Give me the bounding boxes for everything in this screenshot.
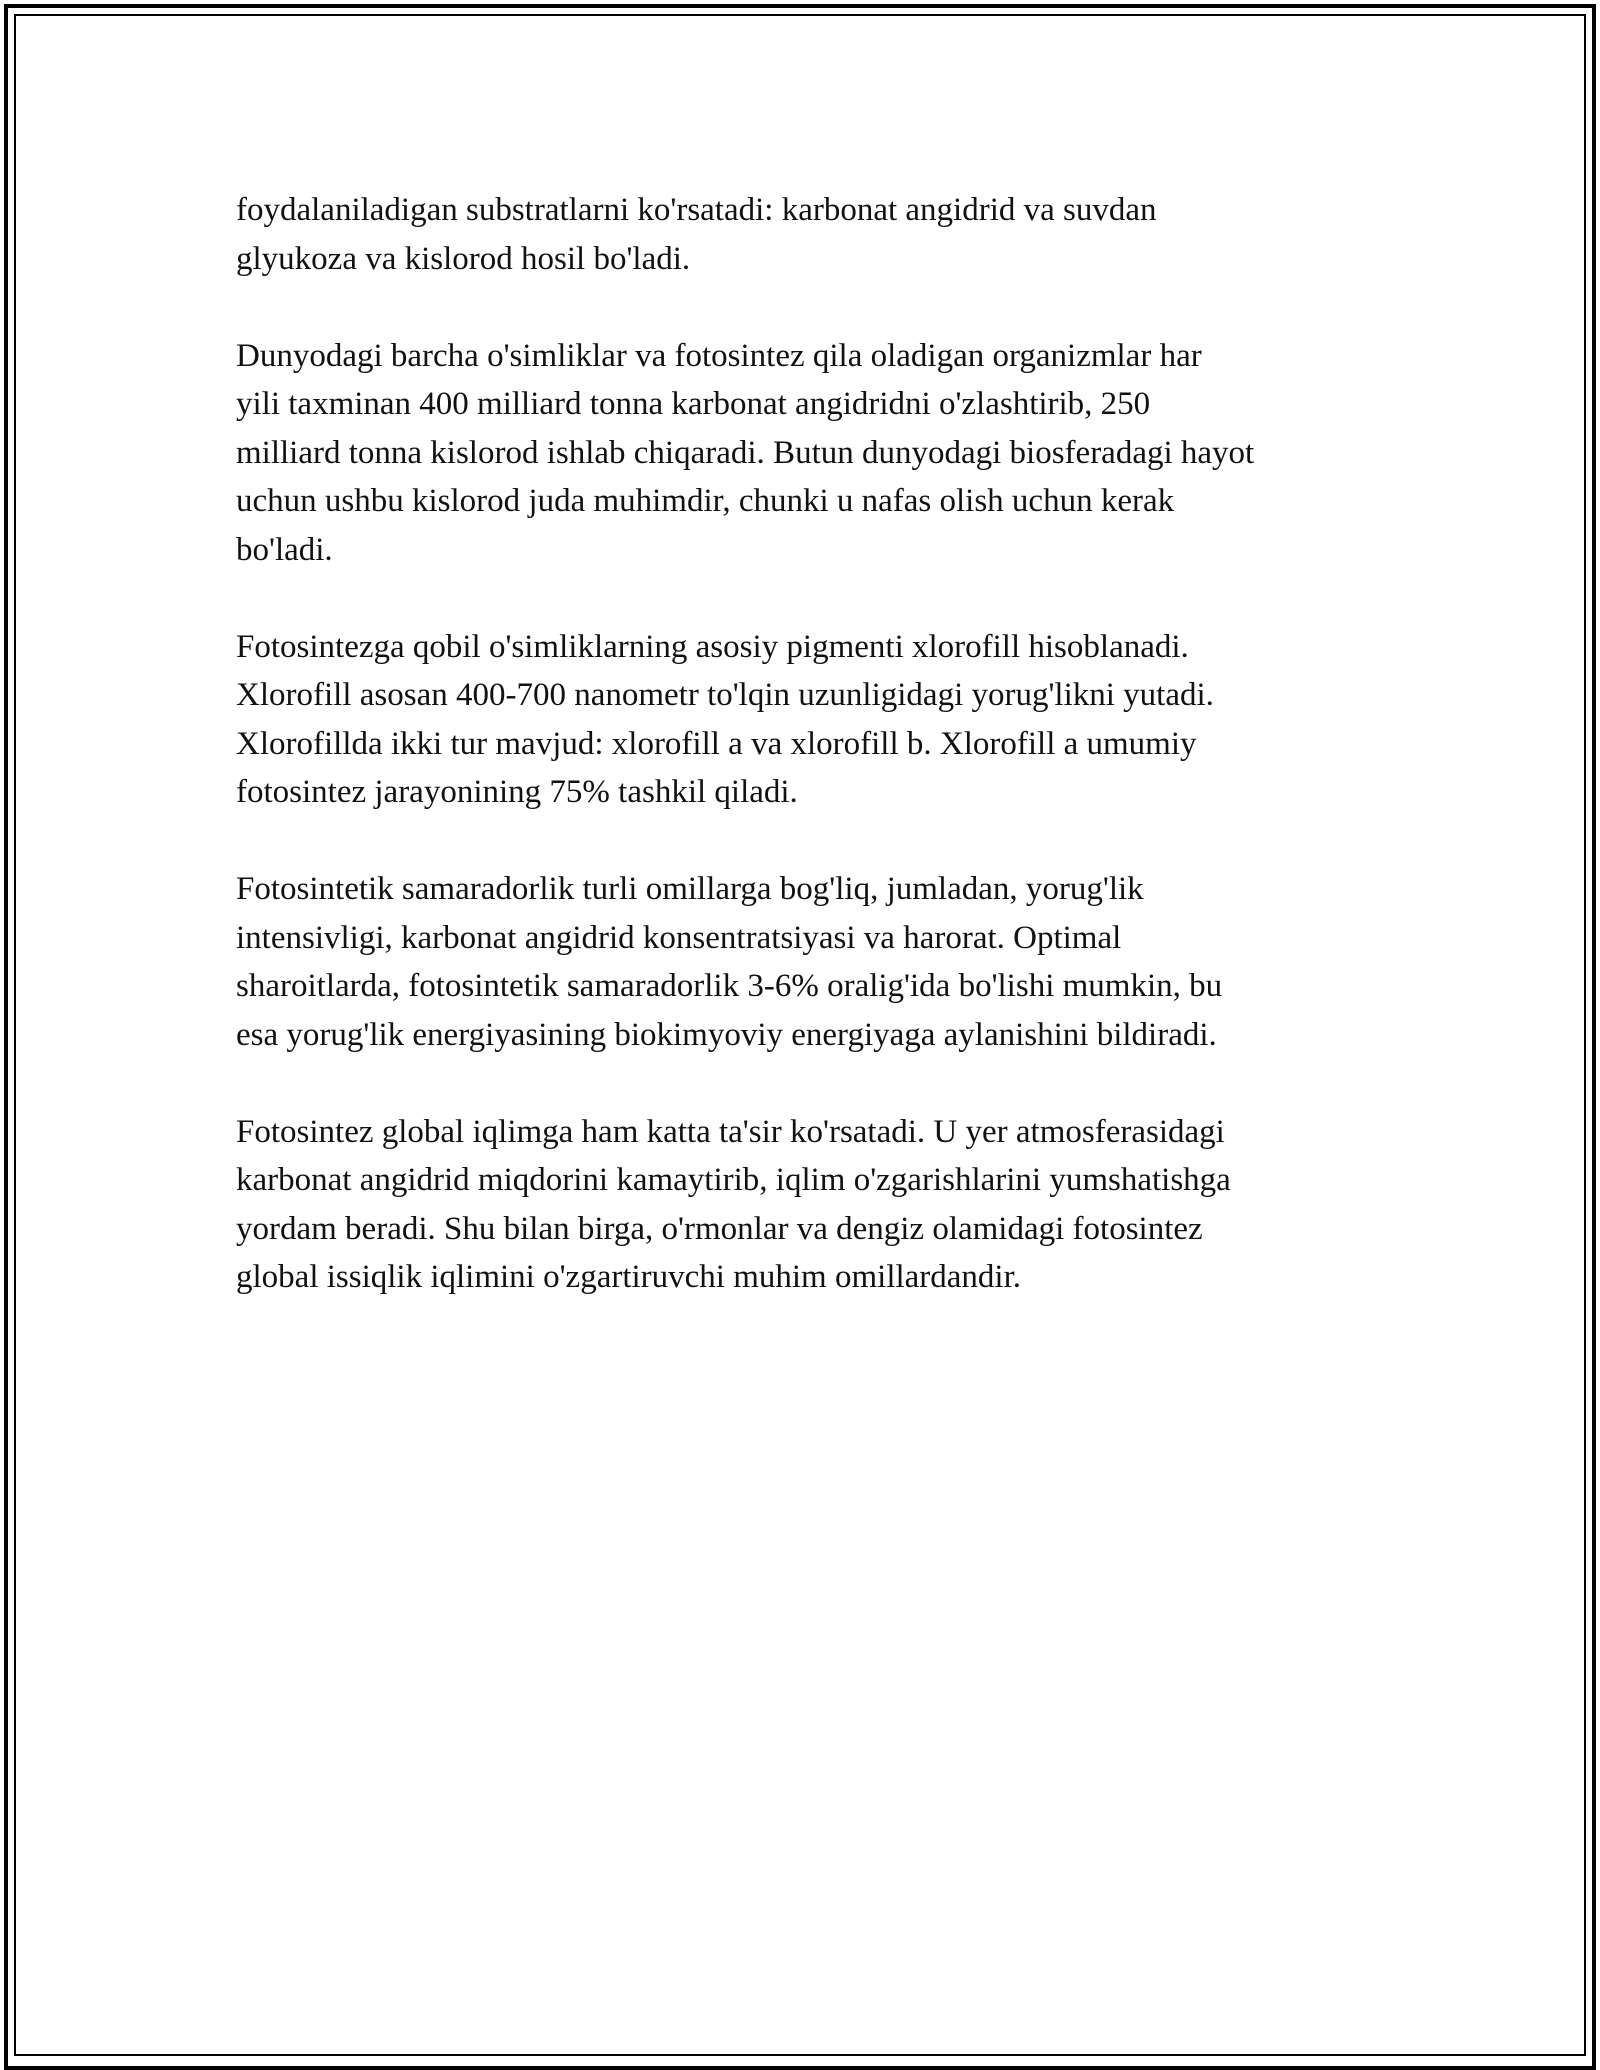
paragraph-3: Fotosintezga qobil o'simliklarning asosiy pigmenti xlorofill hisoblanadi. Xlorofill asosan 400-700 nanometr to'lqin uzunligidagi yorug'likni yutadi. Xlorofillda ikki tur mavjud: xlorofill a va xlorofill b. Xlorofill a umumiy fotosintez jarayonining 75% tashkil qiladi. [236, 628, 1214, 810]
document-body [236, 186, 1386, 1350]
paragraph-4: Fotosintetik samaradorlik turli omillarga bog'liq, jumladan, yorug'lik intensivligi, karbonat angidrid konsentratsiyasi va harorat. Optimal sharoitlarda, fotosintetik samaradorlik 3-6% oralig'ida bo'lishi mumkin, bu esa yorug'lik energiyasining biokimyoviy energiyaga aylanishini bildiradi. [236, 871, 1223, 1053]
paragraph-5: Fotosintez global iqlimga ham katta ta'sir ko'rsatadi. U yer atmosferasidagi karbonat angidrid miqdorini kamaytirib, iqlim o'zgarishlarini yumshatishga yordam beradi. Shu bilan birga, o'rmonlar va dengiz olamidagi fotosintez global issiqlik iqlimini o'zgartiruvchi muhim omillardandir. [236, 1113, 1231, 1295]
paragraph-2: Dunyodagi barcha o'simliklar va fotosintez qila oladigan organizmlar har yili taxminan 400 milliard tonna karbonat angidridni o'zlashtirib, 250 milliard tonna kislorod ishlab chiqaradi. Butun dunyodagi biosferadagi hayot uchun ushbu kislorod juda muhimdir, chunki u nafas olish uchun kerak bo'ladi. [236, 337, 1255, 568]
paragraph-1: foydalaniladigan substratlarni ko'rsatadi: karbonat angidrid va suvdan glyukoza va kislorod hosil bo'ladi. [236, 192, 1157, 277]
